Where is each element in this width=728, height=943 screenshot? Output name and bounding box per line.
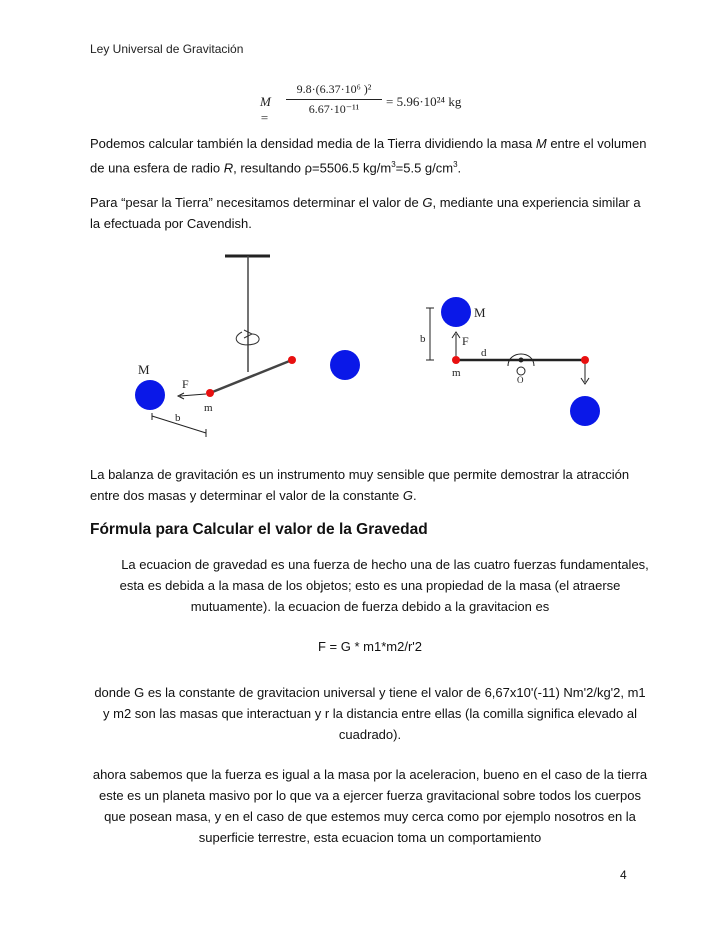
force-arrow-left — [180, 394, 206, 396]
label-distance-b: b — [420, 333, 426, 345]
section-heading: Fórmula para Calcular el valor de la Gravedad — [90, 521, 428, 538]
big-mass-right — [330, 350, 360, 380]
paragraph-gravity-intro: La ecuacion de gravedad es una fuerza de hecho una de las cuatro fuerzas fundamentales, esta es debida a la masa de los objetos; esto es una propiedad de la masa (el atraerse mutuamente). la ecuacion de fuerza debido a la gravitacion es — [119, 557, 649, 614]
mass-formula-denominator: 6.67·10⁻¹¹ — [308, 102, 360, 116]
paragraph-density: Podemos calcular también la densidad media de la Tierra dividiendo la masa M entre el volumen de una esfera de radio R, resultando ρ=5506.5 $kg/m^3=5.5$ $g/cm^3$. — [90, 136, 647, 176]
balance-rod — [210, 360, 292, 393]
label-force: F — [182, 377, 189, 391]
paragraph-balance: La balanza de gravitación es un instrumento muy sensible que permite demostrar la atracción entre dos masas y determinar el valor de la constante G. — [90, 467, 630, 503]
label-force-right: F — [462, 334, 469, 348]
force-formula: F = G * m1*m2/r'2 — [318, 639, 422, 654]
paragraph-weigh-earth: Para “pesar la Tierra” necesitamos determinar el valor de G, mediante una experiencia similar a la efectuada por Cavendish. — [90, 195, 641, 231]
cavendish-diagram — [120, 250, 640, 450]
mass-formula-numerator: 9.8·(6.37·10⁶ )² — [296, 82, 372, 96]
label-big-mass: M — [138, 362, 150, 377]
label-distance: b — [175, 412, 181, 424]
label-small-mass: m — [204, 402, 213, 414]
paragraph-final: ahora sabemos que la fuerza es igual a la masa por la aceleracion, bueno en el caso de la tierra este es un planeta masivo por lo que va a ejercer fuerza gravitacional sobre todos los cuerpos que posean masa, y en el caso de que estemos muy cerca como por ejemplo nosotros en la superficie terrestre, esta ecuacion toma un comportamiento — [92, 767, 648, 845]
label-distance-d: d — [481, 347, 487, 359]
label-center: O — [517, 375, 524, 385]
paragraph-constant-g: donde G es la constante de gravitacion universal y tiene el valor de 6,67x10'(-11) Nm'2/kg'2, m1 y m2 son las masas que interactuan y r la distancia entre ellas (la comilla significa elevado al cuadrado). — [94, 685, 646, 742]
page-header: Ley Universal de Gravitación — [90, 42, 244, 56]
label-big-mass-right: M — [474, 305, 486, 320]
fraction-bar — [286, 99, 382, 100]
small-mass-right — [288, 356, 296, 364]
center-circle — [517, 367, 525, 375]
mass-formula-result: = 5.96·10²⁴ kg — [386, 94, 462, 109]
page-number: 4 — [620, 868, 627, 882]
small-mass-left — [206, 389, 214, 397]
right-top-view — [420, 297, 600, 426]
small-mass-top-left — [452, 356, 460, 364]
pivot-point — [519, 358, 524, 363]
mass-formula-lhs: M = — [260, 94, 271, 125]
label-small-mass-right: m — [452, 367, 461, 379]
big-mass-left — [135, 380, 165, 410]
small-mass-top-right — [581, 356, 589, 364]
big-mass-bottom — [570, 396, 600, 426]
left-torsion-balance — [135, 256, 360, 437]
big-mass-top — [441, 297, 471, 327]
